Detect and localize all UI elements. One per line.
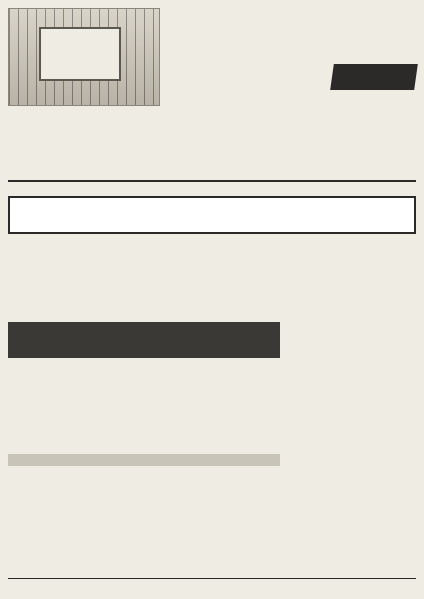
section-banner [330, 64, 418, 90]
body-column-left [8, 244, 140, 314]
body-column-right [290, 244, 416, 532]
inset-headline [8, 322, 280, 358]
body-column-middle [150, 244, 280, 314]
article-subheadline [8, 196, 416, 234]
body-column-middle-lower [150, 366, 280, 450]
pull-quote-strip [8, 454, 280, 466]
article-headline [8, 146, 416, 182]
body-column-left-bottom [8, 470, 140, 570]
body-column-middle-bottom [150, 470, 280, 570]
footer-rule [8, 578, 416, 579]
header-illustration [8, 8, 160, 106]
body-column-left-lower [8, 366, 140, 450]
